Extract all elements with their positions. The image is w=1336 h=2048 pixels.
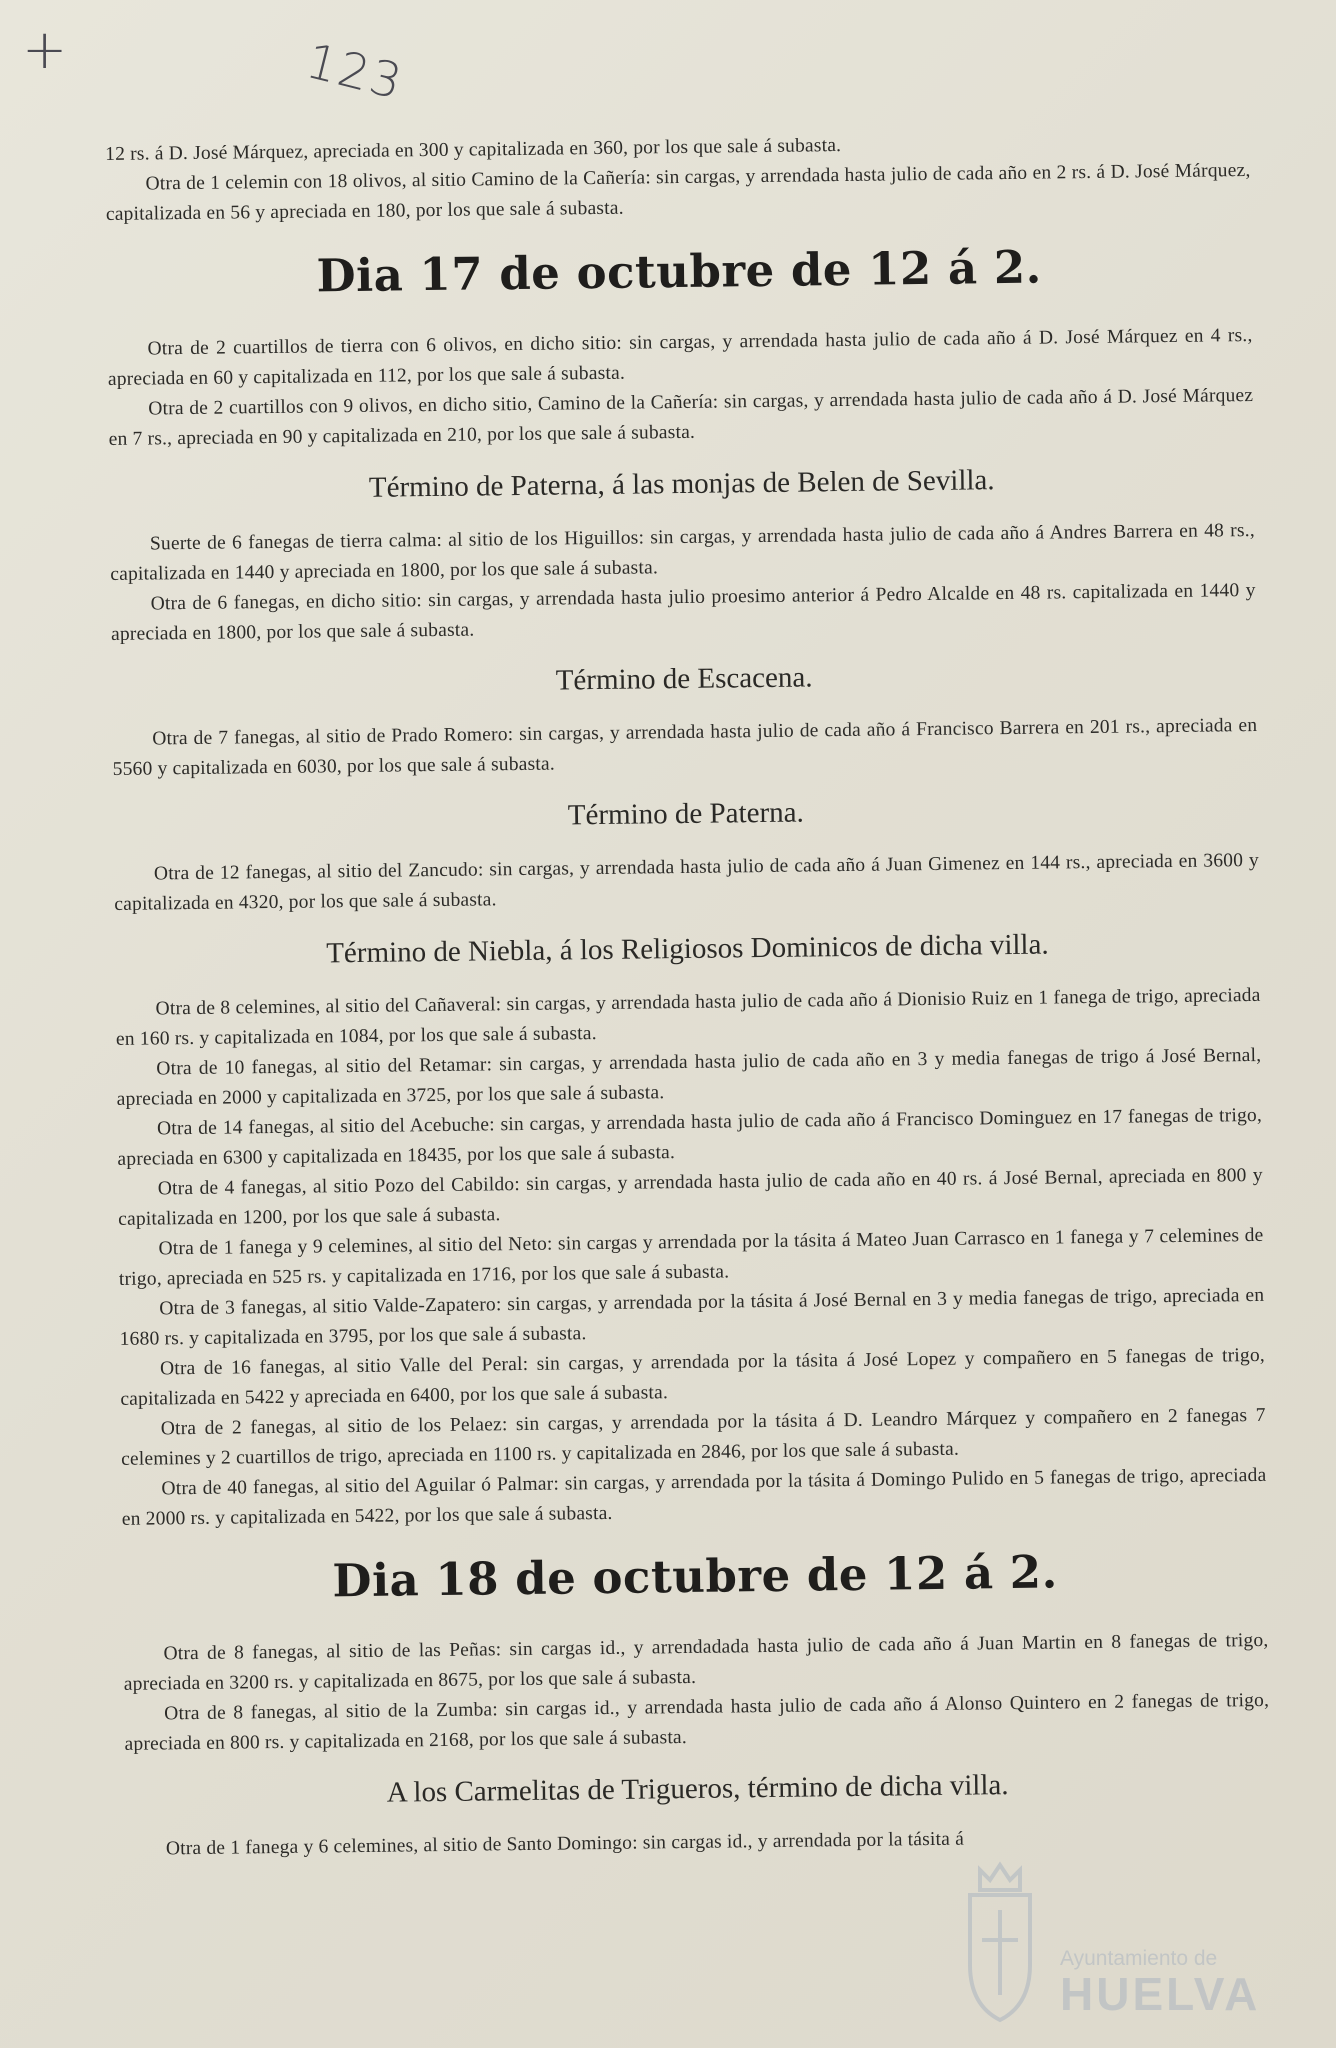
property-entry: Otra de 14 fanegas, al sitio del Acebuche: sin cargas, y arrendada hasta julio de cada año á Francisco Dominguez en 17 fanegas de trigo, apreciada en 6300 y capitalizada en 18435, por los que sale á subasta. [117,1104,1263,1170]
property-entry: Suerte de 6 fanegas de tierra calma: al sitio de los Higuillos: sin cargas, y arrendada hasta julio de cada año á Andres Barrera en 48 rs., capitalizada en 1440 y apreciada en 1800, por los que sale á subasta. [110,519,1255,585]
watermark-line-1: Ayuntamiento de [1060,1947,1218,1970]
property-entry: Otra de 8 fanegas, al sitio de las Peñas: sin cargas id., y arrendadada hasta julio de cada año á Juan Martin en 8 fanegas de trigo, apreciada en 3200 rs. y capitalizada en 8675, por los que sale á subasta. [123,1629,1269,1695]
property-entry: Otra de 1 fanega y 9 celemines, al sitio del Neto: sin cargas y arrendada por la tásita á Mateo Juan Carrasco en 1 fanega y 7 celemines de trigo, apreciada en 525 rs. y capitalizada en 1716, por los que sale á subasta. [118,1224,1264,1290]
property-entry: Otra de 2 cuartillos de tierra con 6 olivos, en dicho sitio: sin cargas, y arrendada hasta julio de cada año á D. José Márquez en 4 rs., apreciada en 60 y capitalizada en 112, por los que sale á subasta. [107,324,1253,390]
property-entry: Otra de 12 fanegas, al sitio del Zancudo: sin cargas, y arrendada hasta julio de cada año á Juan Gimenez en 144 rs., apreciada en 3600 y capitalizada en 4320, por los que sale á subasta. [114,849,1260,915]
property-entry: Otra de 1 fanega y 6 celemines, al sitio de Santo Domingo: sin cargas id., y arrendada por la tásita á [165,1828,965,1860]
property-entry: Otra de 16 fanegas, al sitio Valle del Peral: sin cargas, y arrendada por la tásita á José Lopez y compañero en 5 fanegas de trigo, capitalizada en 5422 y apreciada en 6400, por los que sale á subasta. [120,1344,1266,1410]
day-heading: Dia 18 de octubre de 12 á 2. [332,1545,1058,1608]
property-entry: Otra de 3 fanegas, al sitio Valde-Zapatero: sin cargas, y arrendada por la tásita á José Bernal en 3 y media fanegas de trigo, apreciada en 1680 rs. y capitalizada en 3795, por los que sale á subasta. [119,1284,1265,1350]
property-entry: Otra de 7 fanegas, al sitio de Prado Romero: sin cargas, y arrendada hasta julio de cada año á Francisco Barrera en 201 rs., apreciada en 5560 y capitalizada en 6030, por los que sale á subasta. [112,714,1258,780]
property-entry: Otra de 40 fanegas, al sitio del Aguilar ó Palmar: sin cargas, y arrendada por la tásita á Domingo Pulido en 5 fanegas de trigo, apreciada en 2000 rs. y capitalizada en 5422, por los que sale á subasta. [121,1464,1267,1530]
term-heading: A los Carmelitas de Trigueros, término de dicha villa. [386,1769,1009,1809]
property-entry: Otra de 4 fanegas, al sitio Pozo del Cabildo: sin cargas, y arrendada hasta julio de cada año en 40 rs. á José Bernal, apreciada en 800 y capitalizada en 1200, por los que sale á subasta. [118,1164,1263,1230]
coat-of-arms-icon [950,1855,1050,2025]
document-body [105,126,1271,1865]
property-entry: Otra de 8 fanegas, al sitio de la Zumba: sin cargas id., y arrendada hasta julio de cada año á Alonso Quintero en 2 fanegas de trigo, apreciada en 800 rs. y capitalizada en 2168, por los que sale á subasta. [124,1689,1270,1755]
term-heading: Término de Paterna, á las monjas de Belen de Sevilla. [368,464,995,504]
handwritten-mark: + [22,18,68,81]
property-entry: Otra de 8 celemines, al sitio del Cañaveral: sin cargas, y arrendada hasta julio de cada año á Dionisio Ruiz en 1 fanega de trigo, apreciada en 160 rs. y capitalizada en 1084, por los que sale á subasta. [115,984,1261,1050]
term-heading: Término de Escacena. [555,661,813,697]
handwritten-folio-number: 123 [300,33,409,111]
property-entry: Otra de 6 fanegas, en dicho sitio: sin cargas, y arrendada hasta julio proesimo anterior á Pedro Alcalde en 48 rs. capitalizada en 1440 y apreciada en 1800, por los que sale á subasta. [110,579,1256,645]
term-heading: Término de Niebla, á los Religiosos Dominicos de dicha villa. [326,928,1049,970]
term-heading: Término de Paterna. [567,796,804,832]
watermark-line-2: HUELVA [1060,1968,1261,2020]
property-entry: Otra de 1 celemin con 18 olivos, al sitio Camino de la Cañería: sin cargas, y arrendada hasta julio de cada año en 2 rs. á D. José Márquez, capitalizada en 56 y apreciada en 180, por los que sale á subasta. [105,160,1251,225]
property-entry: Otra de 2 fanegas, al sitio de los Pelaez: sin cargas, y arrendada por la tásita á D. Leandro Márquez y compañero en 2 fanegas 7 celemines y 2 cuartillos de trigo, apreciada en 1100 rs. y capitalizada en 2846, por los que sale á subasta. [120,1404,1266,1470]
archive-watermark [950,1855,1270,2025]
property-entry: Otra de 10 fanegas, al sitio del Retamar: sin cargas, y arrendada hasta julio de cada año en 3 y media fanegas de trigo á José Bernal, apreciada en 2000 y capitalizada en 3725, por los que sale á subasta. [116,1044,1262,1110]
property-entry: Otra de 2 cuartillos con 9 olivos, en dicho sitio, Camino de la Cañería: sin cargas, y arrendada hasta julio de cada año á D. José Márquez en 7 rs., apreciada en 90 y capitalizada en 210, por los que sale á subasta. [108,384,1254,450]
day-heading: Dia 17 de octubre de 12 á 2. [316,240,1043,303]
property-entry: 12 rs. á D. José Márquez, apreciada en 300 y capitalizada en 360, por los que sale á subasta. [105,135,842,165]
